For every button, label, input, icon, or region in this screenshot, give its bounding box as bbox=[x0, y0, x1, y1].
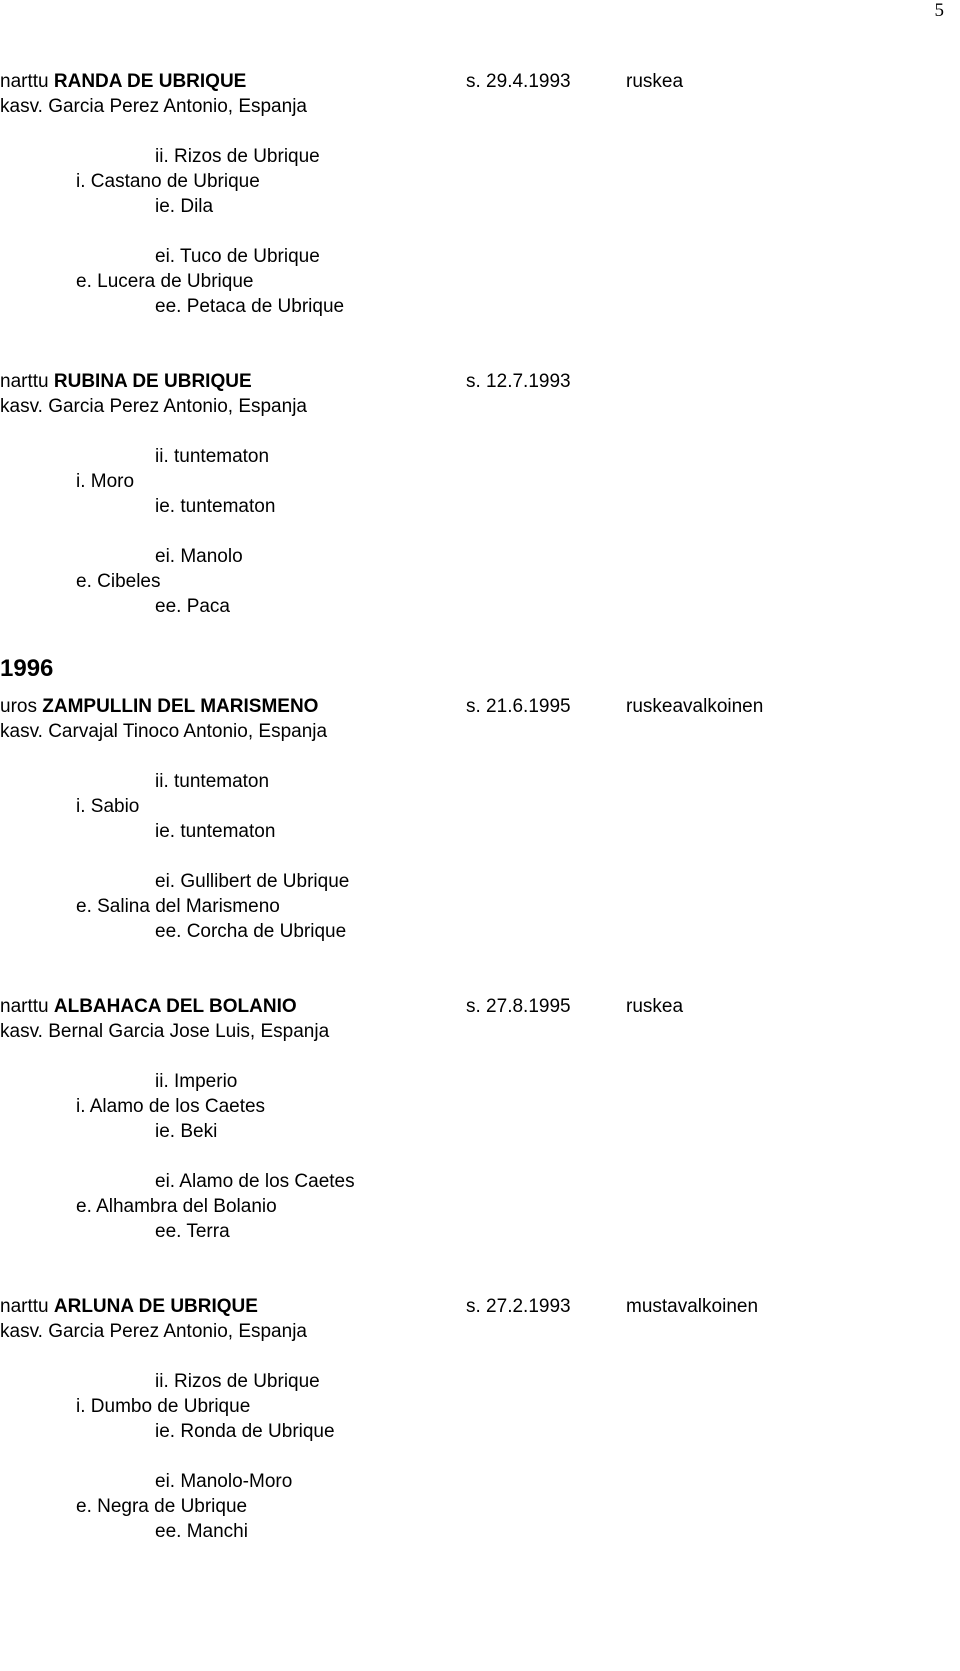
dog-name: RUBINA DE UBRIQUE bbox=[53, 371, 252, 392]
maternal-granddam: ee. Terra bbox=[155, 1221, 230, 1242]
dog-entry bbox=[0, 369, 960, 619]
breeder-line: kasv. Carvajal Tinoco Antonio, Espanja bbox=[0, 721, 328, 742]
maternal-granddam: ee. Paca bbox=[155, 596, 230, 617]
sire: i. Dumbo de Ubrique bbox=[76, 1396, 251, 1417]
paternal-grandsire: ii. Imperio bbox=[155, 1071, 238, 1092]
dam: e. Lucera de Ubrique bbox=[76, 271, 254, 292]
paternal-granddam: ie. Ronda de Ubrique bbox=[155, 1421, 335, 1442]
page-number: 5 bbox=[934, 0, 944, 21]
dam: e. Salina del Marismeno bbox=[76, 896, 280, 917]
birth-date: s. 29.4.1993 bbox=[466, 71, 571, 92]
coat-color: ruskeavalkoinen bbox=[626, 696, 764, 717]
dog-entry bbox=[0, 69, 960, 319]
paternal-granddam: ie. Beki bbox=[155, 1121, 218, 1142]
entry-header-line bbox=[0, 369, 960, 394]
document-body bbox=[0, 69, 960, 1544]
sex-label: narttu bbox=[0, 1296, 54, 1317]
breeder-line: kasv. Garcia Perez Antonio, Espanja bbox=[0, 396, 307, 417]
dog-name: ALBAHACA DEL BOLANIO bbox=[53, 996, 297, 1017]
birth-date: s. 21.6.1995 bbox=[466, 696, 571, 717]
maternal-granddam: ee. Corcha de Ubrique bbox=[155, 921, 347, 942]
breeder-line: kasv. Garcia Perez Antonio, Espanja bbox=[0, 96, 307, 117]
paternal-grandsire: ii. tuntematon bbox=[155, 771, 270, 792]
maternal-granddam: ee. Manchi bbox=[155, 1521, 248, 1542]
sex-label: uros bbox=[0, 696, 43, 717]
sire: i. Alamo de los Caetes bbox=[76, 1096, 266, 1117]
sex-label: narttu bbox=[0, 371, 54, 392]
entry-header-line bbox=[0, 69, 960, 94]
dam: e. Alhambra del Bolanio bbox=[76, 1196, 277, 1217]
dog-entry bbox=[0, 1294, 960, 1544]
maternal-granddam: ee. Petaca de Ubrique bbox=[155, 296, 345, 317]
dog-entry bbox=[0, 694, 960, 944]
paternal-grandsire: ii. Rizos de Ubrique bbox=[155, 146, 320, 167]
dog-entry bbox=[0, 994, 960, 1244]
paternal-granddam: ie. Dila bbox=[155, 196, 214, 217]
dam: e. Negra de Ubrique bbox=[76, 1496, 248, 1517]
entry-header-line bbox=[0, 994, 960, 1019]
dam: e. Cibeles bbox=[76, 571, 161, 592]
maternal-grandsire: ei. Manolo bbox=[155, 546, 243, 567]
paternal-granddam: ie. tuntematon bbox=[155, 496, 276, 517]
year-heading: 1996 bbox=[0, 655, 54, 682]
dog-name: ZAMPULLIN DEL MARISMENO bbox=[42, 696, 319, 717]
birth-date: s. 27.2.1993 bbox=[466, 1296, 571, 1317]
sex-label: narttu bbox=[0, 71, 54, 92]
paternal-grandsire: ii. tuntematon bbox=[155, 446, 270, 467]
maternal-grandsire: ei. Alamo de los Caetes bbox=[155, 1171, 355, 1192]
entry-header-line bbox=[0, 1294, 960, 1319]
birth-date: s. 12.7.1993 bbox=[466, 371, 571, 392]
coat-color: ruskea bbox=[626, 71, 684, 92]
breeder-line: kasv. Bernal Garcia Jose Luis, Espanja bbox=[0, 1021, 330, 1042]
paternal-grandsire: ii. Rizos de Ubrique bbox=[155, 1371, 320, 1392]
sire: i. Moro bbox=[76, 471, 135, 492]
dog-name: RANDA DE UBRIQUE bbox=[53, 71, 247, 92]
dog-name: ARLUNA DE UBRIQUE bbox=[53, 1296, 258, 1317]
maternal-grandsire: ei. Tuco de Ubrique bbox=[155, 246, 320, 267]
maternal-grandsire: ei. Gullibert de Ubrique bbox=[155, 871, 350, 892]
coat-color: ruskea bbox=[626, 996, 684, 1017]
birth-date: s. 27.8.1995 bbox=[466, 996, 571, 1017]
breeder-line: kasv. Garcia Perez Antonio, Espanja bbox=[0, 1321, 307, 1342]
coat-color: mustavalkoinen bbox=[626, 1296, 759, 1317]
sire: i. Sabio bbox=[76, 796, 140, 817]
sex-label: narttu bbox=[0, 996, 54, 1017]
sire: i. Castano de Ubrique bbox=[76, 171, 260, 192]
maternal-grandsire: ei. Manolo-Moro bbox=[155, 1471, 293, 1492]
paternal-granddam: ie. tuntematon bbox=[155, 821, 276, 842]
entry-header-line bbox=[0, 694, 960, 719]
